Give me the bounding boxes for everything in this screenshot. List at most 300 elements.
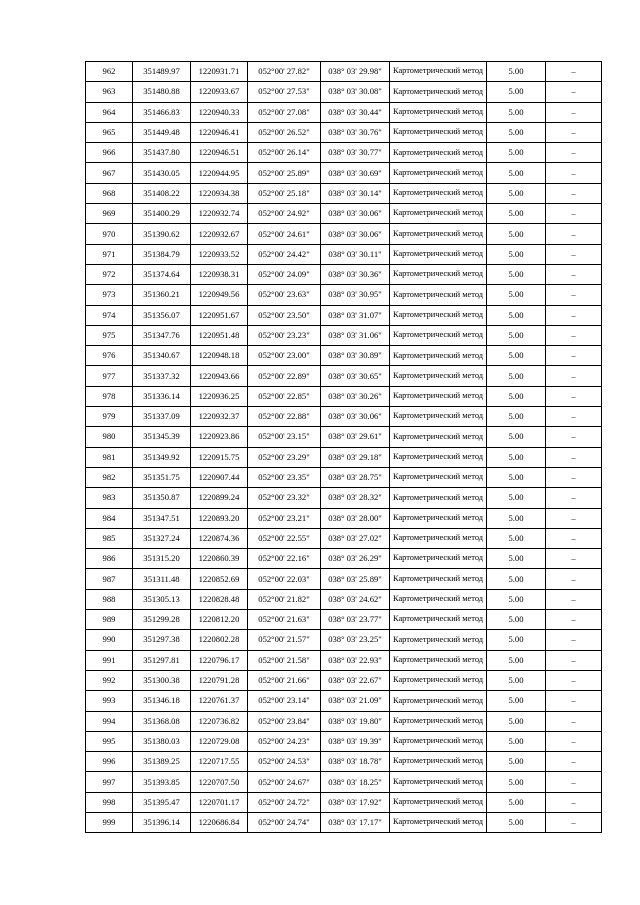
longitude-cell: 038° 03' 30.06" (321, 204, 390, 224)
note-cell: – (546, 366, 602, 386)
y-coordinate-cell: 1220860.39 (191, 549, 248, 569)
point-number-cell: 990 (86, 630, 133, 650)
x-coordinate-cell: 351351.75 (133, 467, 191, 487)
longitude-cell: 038° 03' 30.89" (321, 346, 390, 366)
accuracy-cell: 5.00 (487, 386, 546, 406)
latitude-cell: 052°00' 26.14" (248, 143, 321, 163)
x-coordinate-cell: 351390.62 (133, 224, 191, 244)
method-cell: Картометрический метод (390, 691, 487, 711)
accuracy-cell: 5.00 (487, 183, 546, 203)
point-number-cell: 981 (86, 447, 133, 467)
latitude-cell: 052°00' 22.89" (248, 366, 321, 386)
x-coordinate-cell: 351430.05 (133, 163, 191, 183)
note-cell: – (546, 528, 602, 548)
longitude-cell: 038° 03' 30.65" (321, 366, 390, 386)
table-body (86, 62, 602, 833)
x-coordinate-cell: 351466.83 (133, 102, 191, 122)
table-row (86, 792, 602, 812)
x-coordinate-cell: 351408.22 (133, 183, 191, 203)
table-row (86, 610, 602, 630)
table-row (86, 204, 602, 224)
latitude-cell: 052°00' 23.32" (248, 488, 321, 508)
note-cell: – (546, 670, 602, 690)
note-cell: – (546, 488, 602, 508)
accuracy-cell: 5.00 (487, 711, 546, 731)
method-cell: Картометрический метод (390, 731, 487, 751)
accuracy-cell: 5.00 (487, 650, 546, 670)
method-cell: Картометрический метод (390, 610, 487, 630)
note-cell: – (546, 62, 602, 82)
method-cell: Картометрический метод (390, 386, 487, 406)
longitude-cell: 038° 03' 30.77" (321, 143, 390, 163)
longitude-cell: 038° 03' 30.26" (321, 386, 390, 406)
longitude-cell: 038° 03' 31.06" (321, 325, 390, 345)
x-coordinate-cell: 351350.87 (133, 488, 191, 508)
note-cell: – (546, 731, 602, 751)
latitude-cell: 052°00' 23.50" (248, 305, 321, 325)
longitude-cell: 038° 03' 24.62" (321, 589, 390, 609)
latitude-cell: 052°00' 22.55" (248, 528, 321, 548)
latitude-cell: 052°00' 24.23" (248, 731, 321, 751)
note-cell: – (546, 650, 602, 670)
longitude-cell: 038° 03' 30.14" (321, 183, 390, 203)
y-coordinate-cell: 1220936.25 (191, 386, 248, 406)
latitude-cell: 052°00' 22.16" (248, 549, 321, 569)
table-row (86, 62, 602, 82)
point-number-cell: 969 (86, 204, 133, 224)
x-coordinate-cell: 351345.39 (133, 427, 191, 447)
y-coordinate-cell: 1220686.84 (191, 812, 248, 832)
accuracy-cell: 5.00 (487, 285, 546, 305)
y-coordinate-cell: 1220932.74 (191, 204, 248, 224)
longitude-cell: 038° 03' 28.00" (321, 508, 390, 528)
method-cell: Картометрический метод (390, 488, 487, 508)
latitude-cell: 052°00' 24.61" (248, 224, 321, 244)
point-number-cell: 979 (86, 407, 133, 427)
note-cell: – (546, 122, 602, 142)
point-number-cell: 989 (86, 610, 133, 630)
note-cell: – (546, 812, 602, 832)
y-coordinate-cell: 1220796.17 (191, 650, 248, 670)
accuracy-cell: 5.00 (487, 691, 546, 711)
latitude-cell: 052°00' 27.08" (248, 102, 321, 122)
point-number-cell: 991 (86, 650, 133, 670)
longitude-cell: 038° 03' 21.09" (321, 691, 390, 711)
longitude-cell: 038° 03' 29.61" (321, 427, 390, 447)
y-coordinate-cell: 1220951.67 (191, 305, 248, 325)
note-cell: – (546, 792, 602, 812)
point-number-cell: 984 (86, 508, 133, 528)
accuracy-cell: 5.00 (487, 143, 546, 163)
accuracy-cell: 5.00 (487, 82, 546, 102)
table-row (86, 224, 602, 244)
accuracy-cell: 5.00 (487, 752, 546, 772)
latitude-cell: 052°00' 23.14" (248, 691, 321, 711)
note-cell: – (546, 467, 602, 487)
longitude-cell: 038° 03' 30.69" (321, 163, 390, 183)
accuracy-cell: 5.00 (487, 670, 546, 690)
x-coordinate-cell: 351337.32 (133, 366, 191, 386)
latitude-cell: 052°00' 21.66" (248, 670, 321, 690)
y-coordinate-cell: 1220949.56 (191, 285, 248, 305)
table-row (86, 122, 602, 142)
table-row (86, 427, 602, 447)
y-coordinate-cell: 1220893.20 (191, 508, 248, 528)
accuracy-cell: 5.00 (487, 528, 546, 548)
table-row (86, 285, 602, 305)
method-cell: Картометрический метод (390, 163, 487, 183)
longitude-cell: 038° 03' 26.29" (321, 549, 390, 569)
table-row (86, 508, 602, 528)
table-row (86, 670, 602, 690)
y-coordinate-cell: 1220761.37 (191, 691, 248, 711)
x-coordinate-cell: 351380.03 (133, 731, 191, 751)
latitude-cell: 052°00' 21.63" (248, 610, 321, 630)
accuracy-cell: 5.00 (487, 346, 546, 366)
method-cell: Картометрический метод (390, 630, 487, 650)
point-number-cell: 980 (86, 427, 133, 447)
point-number-cell: 971 (86, 244, 133, 264)
point-number-cell: 987 (86, 569, 133, 589)
note-cell: – (546, 549, 602, 569)
method-cell: Картометрический метод (390, 224, 487, 244)
note-cell: – (546, 630, 602, 650)
method-cell: Картометрический метод (390, 82, 487, 102)
method-cell: Картометрический метод (390, 62, 487, 82)
note-cell: – (546, 589, 602, 609)
table-row (86, 366, 602, 386)
method-cell: Картометрический метод (390, 711, 487, 731)
point-number-cell: 970 (86, 224, 133, 244)
note-cell: – (546, 325, 602, 345)
latitude-cell: 052°00' 23.35" (248, 467, 321, 487)
note-cell: – (546, 244, 602, 264)
longitude-cell: 038° 03' 30.06" (321, 407, 390, 427)
y-coordinate-cell: 1220812.20 (191, 610, 248, 630)
method-cell: Картометрический метод (390, 467, 487, 487)
longitude-cell: 038° 03' 17.17" (321, 812, 390, 832)
longitude-cell: 038° 03' 19.80" (321, 711, 390, 731)
point-number-cell: 976 (86, 346, 133, 366)
point-number-cell: 982 (86, 467, 133, 487)
accuracy-cell: 5.00 (487, 122, 546, 142)
method-cell: Картометрический метод (390, 305, 487, 325)
method-cell: Картометрический метод (390, 528, 487, 548)
accuracy-cell: 5.00 (487, 589, 546, 609)
latitude-cell: 052°00' 23.84" (248, 711, 321, 731)
point-number-cell: 963 (86, 82, 133, 102)
method-cell: Картометрический метод (390, 812, 487, 832)
longitude-cell: 038° 03' 29.18" (321, 447, 390, 467)
point-number-cell: 985 (86, 528, 133, 548)
accuracy-cell: 5.00 (487, 610, 546, 630)
y-coordinate-cell: 1220931.71 (191, 62, 248, 82)
x-coordinate-cell: 351337.09 (133, 407, 191, 427)
longitude-cell: 038° 03' 30.11" (321, 244, 390, 264)
table-row (86, 183, 602, 203)
latitude-cell: 052°00' 24.53" (248, 752, 321, 772)
y-coordinate-cell: 1220932.67 (191, 224, 248, 244)
latitude-cell: 052°00' 24.74" (248, 812, 321, 832)
longitude-cell: 038° 03' 30.44" (321, 102, 390, 122)
method-cell: Картометрический метод (390, 244, 487, 264)
method-cell: Картометрический метод (390, 508, 487, 528)
table-row (86, 772, 602, 792)
x-coordinate-cell: 351349.92 (133, 447, 191, 467)
accuracy-cell: 5.00 (487, 731, 546, 751)
y-coordinate-cell: 1220923.86 (191, 427, 248, 447)
note-cell: – (546, 163, 602, 183)
method-cell: Картометрический метод (390, 143, 487, 163)
y-coordinate-cell: 1220951.48 (191, 325, 248, 345)
longitude-cell: 038° 03' 28.75" (321, 467, 390, 487)
table-row (86, 630, 602, 650)
point-number-cell: 996 (86, 752, 133, 772)
method-cell: Картометрический метод (390, 752, 487, 772)
longitude-cell: 038° 03' 30.06" (321, 224, 390, 244)
method-cell: Картометрический метод (390, 792, 487, 812)
table-row (86, 264, 602, 284)
method-cell: Картометрический метод (390, 346, 487, 366)
latitude-cell: 052°00' 23.00" (248, 346, 321, 366)
method-cell: Картометрический метод (390, 102, 487, 122)
method-cell: Картометрический метод (390, 589, 487, 609)
latitude-cell: 052°00' 24.09" (248, 264, 321, 284)
coordinates-table (85, 61, 602, 833)
point-number-cell: 975 (86, 325, 133, 345)
x-coordinate-cell: 351400.29 (133, 204, 191, 224)
latitude-cell: 052°00' 23.63" (248, 285, 321, 305)
table-row (86, 102, 602, 122)
latitude-cell: 052°00' 23.21" (248, 508, 321, 528)
y-coordinate-cell: 1220932.37 (191, 407, 248, 427)
latitude-cell: 052°00' 24.67" (248, 772, 321, 792)
method-cell: Картометрический метод (390, 650, 487, 670)
point-number-cell: 993 (86, 691, 133, 711)
method-cell: Картометрический метод (390, 366, 487, 386)
point-number-cell: 966 (86, 143, 133, 163)
x-coordinate-cell: 351346.18 (133, 691, 191, 711)
latitude-cell: 052°00' 22.88" (248, 407, 321, 427)
y-coordinate-cell: 1220874.36 (191, 528, 248, 548)
note-cell: – (546, 691, 602, 711)
accuracy-cell: 5.00 (487, 447, 546, 467)
accuracy-cell: 5.00 (487, 244, 546, 264)
latitude-cell: 052°00' 23.29" (248, 447, 321, 467)
table-row (86, 731, 602, 751)
x-coordinate-cell: 351299.28 (133, 610, 191, 630)
longitude-cell: 038° 03' 22.67" (321, 670, 390, 690)
accuracy-cell: 5.00 (487, 163, 546, 183)
method-cell: Картометрический метод (390, 325, 487, 345)
accuracy-cell: 5.00 (487, 508, 546, 528)
x-coordinate-cell: 351356.07 (133, 305, 191, 325)
y-coordinate-cell: 1220944.95 (191, 163, 248, 183)
table-row (86, 589, 602, 609)
accuracy-cell: 5.00 (487, 366, 546, 386)
method-cell: Картометрический метод (390, 772, 487, 792)
point-number-cell: 994 (86, 711, 133, 731)
point-number-cell: 972 (86, 264, 133, 284)
longitude-cell: 038° 03' 30.36" (321, 264, 390, 284)
accuracy-cell: 5.00 (487, 630, 546, 650)
accuracy-cell: 5.00 (487, 62, 546, 82)
x-coordinate-cell: 351368.08 (133, 711, 191, 731)
accuracy-cell: 5.00 (487, 467, 546, 487)
x-coordinate-cell: 351315.20 (133, 549, 191, 569)
x-coordinate-cell: 351297.38 (133, 630, 191, 650)
table-row (86, 488, 602, 508)
y-coordinate-cell: 1220934.38 (191, 183, 248, 203)
x-coordinate-cell: 351340.67 (133, 346, 191, 366)
point-number-cell: 974 (86, 305, 133, 325)
x-coordinate-cell: 351311.48 (133, 569, 191, 589)
point-number-cell: 977 (86, 366, 133, 386)
y-coordinate-cell: 1220701.17 (191, 792, 248, 812)
point-number-cell: 995 (86, 731, 133, 751)
latitude-cell: 052°00' 21.58" (248, 650, 321, 670)
y-coordinate-cell: 1220907.44 (191, 467, 248, 487)
note-cell: – (546, 711, 602, 731)
accuracy-cell: 5.00 (487, 812, 546, 832)
method-cell: Картометрический метод (390, 447, 487, 467)
note-cell: – (546, 264, 602, 284)
longitude-cell: 038° 03' 18.78" (321, 752, 390, 772)
latitude-cell: 052°00' 23.23" (248, 325, 321, 345)
method-cell: Картометрический метод (390, 264, 487, 284)
latitude-cell: 052°00' 27.53" (248, 82, 321, 102)
latitude-cell: 052°00' 25.18" (248, 183, 321, 203)
x-coordinate-cell: 351347.51 (133, 508, 191, 528)
longitude-cell: 038° 03' 25.89" (321, 569, 390, 589)
note-cell: – (546, 183, 602, 203)
note-cell: – (546, 102, 602, 122)
note-cell: – (546, 82, 602, 102)
y-coordinate-cell: 1220915.75 (191, 447, 248, 467)
point-number-cell: 968 (86, 183, 133, 203)
accuracy-cell: 5.00 (487, 224, 546, 244)
x-coordinate-cell: 351300.38 (133, 670, 191, 690)
note-cell: – (546, 143, 602, 163)
x-coordinate-cell: 351396.14 (133, 812, 191, 832)
x-coordinate-cell: 351395.47 (133, 792, 191, 812)
y-coordinate-cell: 1220938.31 (191, 264, 248, 284)
x-coordinate-cell: 351297.81 (133, 650, 191, 670)
longitude-cell: 038° 03' 22.93" (321, 650, 390, 670)
longitude-cell: 038° 03' 28.32" (321, 488, 390, 508)
x-coordinate-cell: 351374.64 (133, 264, 191, 284)
method-cell: Картометрический метод (390, 285, 487, 305)
note-cell: – (546, 224, 602, 244)
table-row (86, 305, 602, 325)
y-coordinate-cell: 1220933.52 (191, 244, 248, 264)
method-cell: Картометрический метод (390, 569, 487, 589)
table-row (86, 386, 602, 406)
accuracy-cell: 5.00 (487, 488, 546, 508)
method-cell: Картометрический метод (390, 407, 487, 427)
accuracy-cell: 5.00 (487, 569, 546, 589)
longitude-cell: 038° 03' 30.08" (321, 82, 390, 102)
longitude-cell: 038° 03' 31.07" (321, 305, 390, 325)
point-number-cell: 964 (86, 102, 133, 122)
x-coordinate-cell: 351389.25 (133, 752, 191, 772)
latitude-cell: 052°00' 23.15" (248, 427, 321, 447)
method-cell: Картометрический метод (390, 670, 487, 690)
y-coordinate-cell: 1220802.28 (191, 630, 248, 650)
point-number-cell: 997 (86, 772, 133, 792)
x-coordinate-cell: 351437.80 (133, 143, 191, 163)
y-coordinate-cell: 1220946.51 (191, 143, 248, 163)
y-coordinate-cell: 1220943.66 (191, 366, 248, 386)
accuracy-cell: 5.00 (487, 792, 546, 812)
accuracy-cell: 5.00 (487, 325, 546, 345)
method-cell: Картометрический метод (390, 122, 487, 142)
accuracy-cell: 5.00 (487, 427, 546, 447)
accuracy-cell: 5.00 (487, 102, 546, 122)
latitude-cell: 052°00' 22.85" (248, 386, 321, 406)
table-row (86, 711, 602, 731)
note-cell: – (546, 447, 602, 467)
y-coordinate-cell: 1220707.50 (191, 772, 248, 792)
y-coordinate-cell: 1220717.55 (191, 752, 248, 772)
x-coordinate-cell: 351393.85 (133, 772, 191, 792)
note-cell: – (546, 508, 602, 528)
longitude-cell: 038° 03' 29.98" (321, 62, 390, 82)
longitude-cell: 038° 03' 19.39" (321, 731, 390, 751)
table-row (86, 346, 602, 366)
longitude-cell: 038° 03' 27.02" (321, 528, 390, 548)
latitude-cell: 052°00' 25.89" (248, 163, 321, 183)
accuracy-cell: 5.00 (487, 204, 546, 224)
note-cell: – (546, 407, 602, 427)
x-coordinate-cell: 351449.48 (133, 122, 191, 142)
y-coordinate-cell: 1220791.28 (191, 670, 248, 690)
y-coordinate-cell: 1220948.18 (191, 346, 248, 366)
latitude-cell: 052°00' 22.03" (248, 569, 321, 589)
table-row (86, 549, 602, 569)
method-cell: Картометрический метод (390, 549, 487, 569)
latitude-cell: 052°00' 26.52" (248, 122, 321, 142)
x-coordinate-cell: 351480.88 (133, 82, 191, 102)
point-number-cell: 973 (86, 285, 133, 305)
note-cell: – (546, 285, 602, 305)
table-row (86, 691, 602, 711)
point-number-cell: 999 (86, 812, 133, 832)
longitude-cell: 038° 03' 30.76" (321, 122, 390, 142)
table-row (86, 467, 602, 487)
latitude-cell: 052°00' 24.92" (248, 204, 321, 224)
point-number-cell: 988 (86, 589, 133, 609)
table-row (86, 325, 602, 345)
y-coordinate-cell: 1220940.33 (191, 102, 248, 122)
table-row (86, 569, 602, 589)
table-row (86, 163, 602, 183)
point-number-cell: 986 (86, 549, 133, 569)
latitude-cell: 052°00' 24.72" (248, 792, 321, 812)
longitude-cell: 038° 03' 30.95" (321, 285, 390, 305)
table-row (86, 244, 602, 264)
latitude-cell: 052°00' 21.82" (248, 589, 321, 609)
note-cell: – (546, 752, 602, 772)
point-number-cell: 978 (86, 386, 133, 406)
longitude-cell: 038° 03' 18.25" (321, 772, 390, 792)
longitude-cell: 038° 03' 17.92" (321, 792, 390, 812)
note-cell: – (546, 610, 602, 630)
table-row (86, 528, 602, 548)
note-cell: – (546, 346, 602, 366)
accuracy-cell: 5.00 (487, 264, 546, 284)
table-row (86, 143, 602, 163)
